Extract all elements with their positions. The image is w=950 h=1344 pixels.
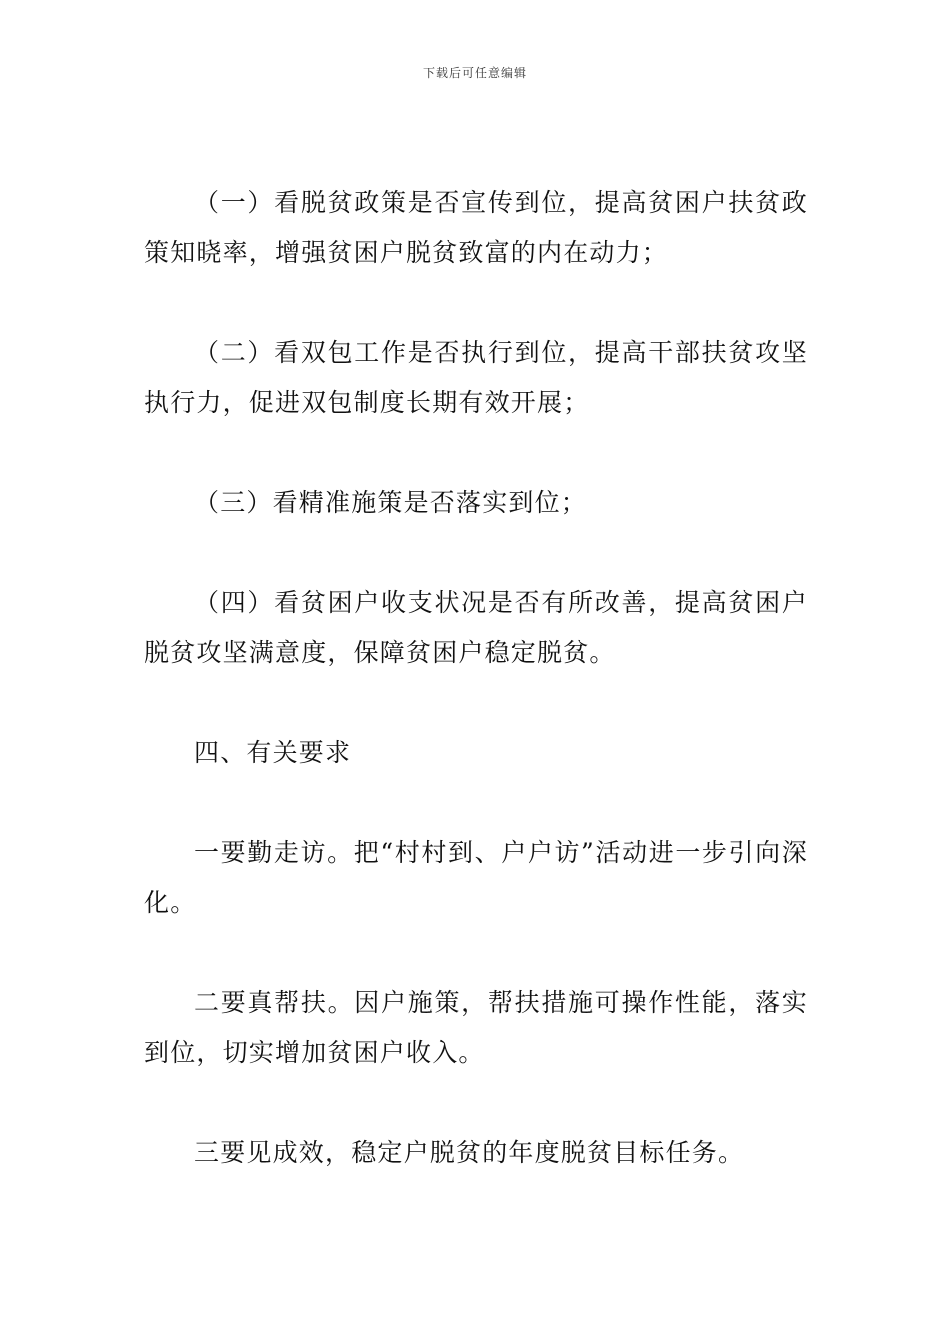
- paragraph-check-income-improvement: （四）看贫困户收支状况是否有所改善，提高贫困户脱贫攻坚满意度，保障贫困户稳定脱贫。: [144, 588, 808, 667]
- paragraph-requirement-assistance: 二要真帮扶。因户施策，帮扶措施可操作性能，落实到位，切实增加贫困户收入。: [144, 988, 808, 1067]
- paragraph-check-dual-responsibility: （二）看双包工作是否执行到位，提高干部扶贫攻坚执行力，促进双包制度长期有效开展；: [144, 338, 808, 417]
- document-body: [144, 178, 808, 1178]
- paragraph-check-policy-publicity: （一）看脱贫政策是否宣传到位，提高贫困户扶贫政策知晓率，增强贫困户脱贫致富的内在动力；: [144, 188, 808, 267]
- paragraph-check-precise-measures: （三）看精准施策是否落实到位；: [194, 488, 588, 517]
- page-header: 下载后可任意编辑: [422, 66, 527, 80]
- section-heading-requirements: 四、有关要求: [194, 738, 352, 767]
- paragraph-requirement-visits: 一要勤走访。把“村村到、户户访”活动进一步引向深化。: [144, 838, 808, 917]
- paragraph-requirement-results: 三要见成效，稳定户脱贫的年度脱贫目标任务。: [194, 1138, 745, 1167]
